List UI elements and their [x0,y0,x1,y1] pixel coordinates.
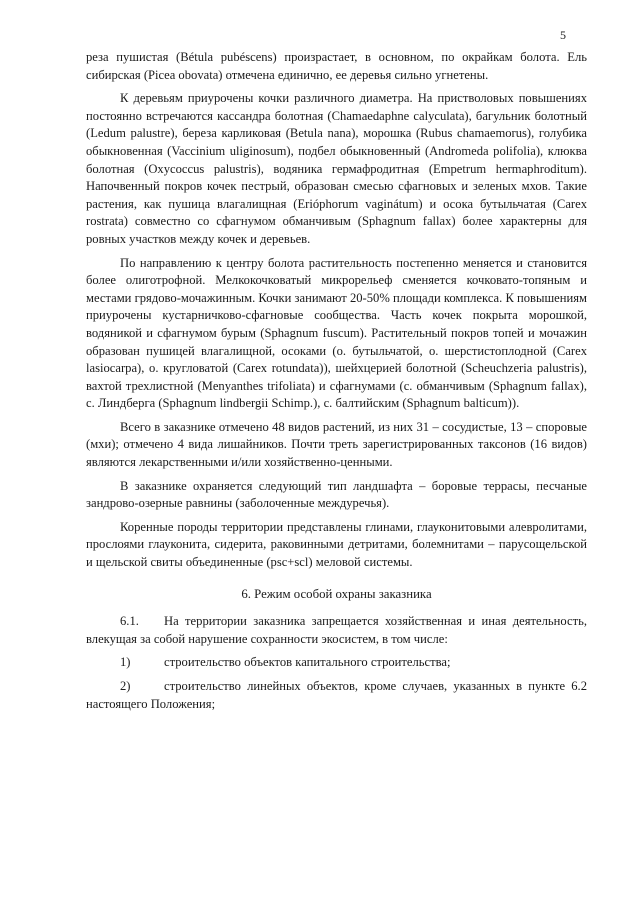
list-item-number: 2) [120,679,131,693]
list-item-number: 1) [120,655,131,670]
document-body [86,49,587,713]
paragraph-1: реза пушистая (Bétula pubéscens) произрастает, в основном, по окрайкам болота. Ель сибирская (Picea obovata) отмечена единично, ее деревья сильно угнетены. [86,50,587,82]
list-item-2 [86,678,587,713]
paragraph-2: К деревьям приурочены кочки различного диаметра. На пристволовых повышениях постоянно встречаются кассандра болотная (Chamaedaphne calyculata), багульник болотный (Ledum palustre), береза карликовая (Betula nana), морошка (Rubus chamaemorus), голубика обыкновенная (Vaccinium uliginosum), подбел обыкновенный (Andromeda polifolia), клюква болотная (Oxycoccus palustris), водяника гермафродитная (Empetrum hermaphroditum). Напочвенный покров кочек пестрый, образован смесью сфагновых и зеленых мхов. Такие растения, как пушица влагалищная (Erióphorum vaginátum) и осока бутыльчатая (Carex rostrata) совместно со сфагнумом обманчивым (Sphagnum fallax) более характерны для ровных участков между кочек и деревьев. [86,91,587,246]
section-intro-text: На территории заказника запрещается хозяйственная и иная деятельность, влекущая за собой нарушение сохранности экосистем, в том числе: [86,614,587,646]
list-item-1 [86,654,587,672]
paragraph-5: В заказнике охраняется следующий тип ландшафта – боровые террасы, песчаные зандрово-озерные равнины (заболоченные междуречья). [86,478,587,511]
section-intro-number: 6.1. [120,614,139,629]
paragraph-3: По направлению к центру болота растительность постепенно меняется и становится более олиготрофной. Мелкокочковатый микрорельеф сменяется кочковато-топяным и местами грядово-мочажинным. Кочки занимают 20-50% площади комплекса. К повышениям приурочены кустарничково-сфагновые сообщества. Часть кочек покрыта морошкой, водяникой и сфагнумом бурым (Sphagnum fuscum). Растительный покров топей и мочажин образован пушицей влагалищной, осоками (о. бутыльчатой, о. шерстистоплодной (Carex lasiocarpa), о. кругловатой (Carex rotundata)), шейхцерией болотной (Scheuchzeria palustris), вахтой трехлистной (Menyanthes trifoliata) и сфагнумами (с. обманчивым (Sphagnum fallax), с. Линдберга (Sphagnum lindbergii Schimp.), с. балтийским (Sphagnum balticum)). [86,255,587,411]
paragraph-6: Коренные породы территории представлены глинами, глауконитовыми алевролитами, прослоями глауконита, сидерита, раковинными детритами, болемнитами – парусощельской и щельской свиты объединенные (psc+scl) меловой системы. [86,519,587,570]
paragraph-4: Всего в заказнике отмечено 48 видов растений, из них 31 – сосудистые, 13 – споровые (мхи); отмечено 4 вида лишайников. Почти треть зарегистрированных таксонов (16 видов) являются лекарственными и/или хозяйственно-ценными. [86,419,587,470]
section-title: 6. Режим особой охраны заказника [241,586,432,601]
list-item-text: строительство линейных объектов, кроме случаев, указанных в пункте 6.2 настоящего Положения; [86,679,587,711]
section-intro [86,613,587,648]
page-number: 5 [560,28,566,42]
list-item-text: строительство объектов капитального строительства; [164,655,451,670]
